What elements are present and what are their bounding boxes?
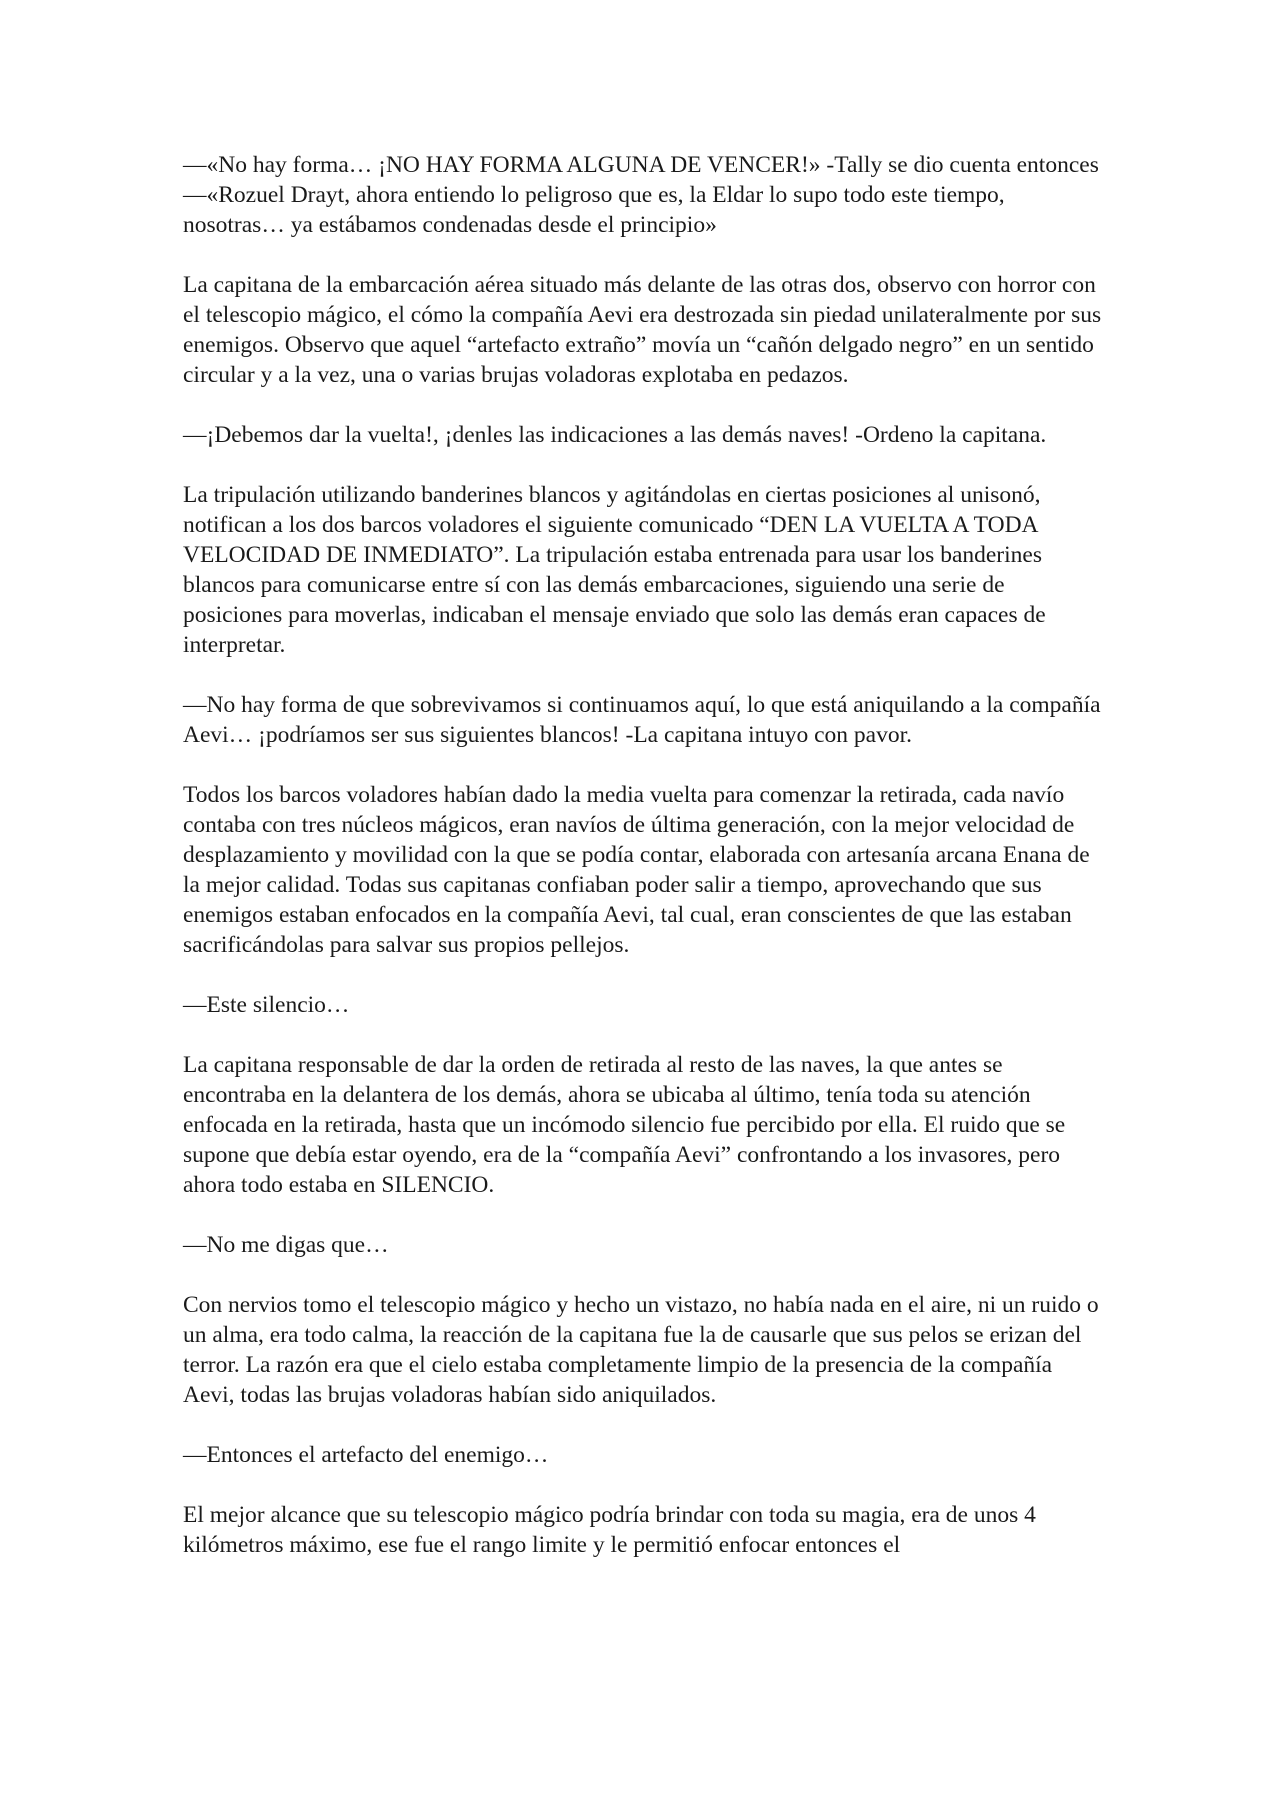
paragraph-8: La capitana responsable de dar la orden de retirada al resto de las naves, la que antes se encontraba en la delantera de los demás, ahora se ubicaba al último, tenía toda su atención enfocada en la retirada, hasta que un incómodo silencio fue percibido por ella. El ruido que se supone que debía estar oyendo, era de la “compañía Aevi” confrontando a los invasores, pero ahora todo estaba en SILENCIO. [183,1052,1066,1198]
document-page [183,150,1103,1560]
paragraph-5: —No hay forma de que sobrevivamos si continuamos aquí, lo que está aniquilando a la compañía Aevi… ¡podríamos ser sus siguientes blancos! -La capitana intuyo con pavor. [183,692,1101,748]
paragraph-3: —¡Debemos dar la vuelta!, ¡denles las indicaciones a las demás naves! -Ordeno la capitana. [183,422,1047,448]
paragraph-4: La tripulación utilizando banderines blancos y agitándolas en ciertas posiciones al unisonó, notifican a los dos barcos voladores el siguiente comunicado “DEN LA VUELTA A TODA VELOCIDAD DE INMEDIATO”. La tripulación estaba entrenada para usar los banderines blancos para comunicarse entre sí con las demás embarcaciones, siguiendo una serie de posiciones para moverlas, indicaban el mensaje enviado que solo las demás eran capaces de interpretar. [183,482,1046,658]
paragraph-11: —Entonces el artefacto del enemigo… [183,1442,549,1468]
paragraph-7: —Este silencio… [183,992,350,1018]
paragraph-9: —No me digas que… [183,1232,389,1258]
paragraph-12: El mejor alcance que su telescopio mágico podría brindar con toda su magia, era de unos 4 kilómetros máximo, ese fue el rango limite y le permitió enfocar entonces el [183,1502,1036,1558]
paragraph-10: Con nervios tomo el telescopio mágico y hecho un vistazo, no había nada en el aire, ni un ruido o un alma, era todo calma, la reacción de la capitana fue la de causarle que sus pelos se erizan del terror. La razón era que el cielo estaba completamente limpio de la presencia de la compañía Aevi, todas las brujas voladoras habían sido aniquilados. [183,1292,1099,1408]
paragraph-6: Todos los barcos voladores habían dado la media vuelta para comenzar la retirada, cada navío contaba con tres núcleos mágicos, eran navíos de última generación, con la mejor velocidad de desplazamiento y movilidad con la que se podía contar, elaborada con artesanía arcana Enana de la mejor calidad. Todas sus capitanas confiaban poder salir a tiempo, aprovechando que sus enemigos estaban enfocados en la compañía Aevi, tal cual, eran conscientes de que las estaban sacrificándolas para salvar sus propios pellejos. [183,782,1090,958]
paragraph-1: —«No hay forma… ¡NO HAY FORMA ALGUNA DE VENCER!» -Tally se dio cuenta entonces —«Rozuel Drayt, ahora entiendo lo peligroso que es, la Eldar lo supo todo este tiempo, nosotras… ya estábamos condenadas desde el principio» [183,152,1099,238]
paragraph-2: La capitana de la embarcación aérea situado más delante de las otras dos, observo con horror con el telescopio mágico, el cómo la compañía Aevi era destrozada sin piedad unilateralmente por sus enemigos. Observo que aquel “artefacto extraño” movía un “cañón delgado negro” en un sentido circular y a la vez, una o varias brujas voladoras explotaba en pedazos. [183,272,1102,388]
